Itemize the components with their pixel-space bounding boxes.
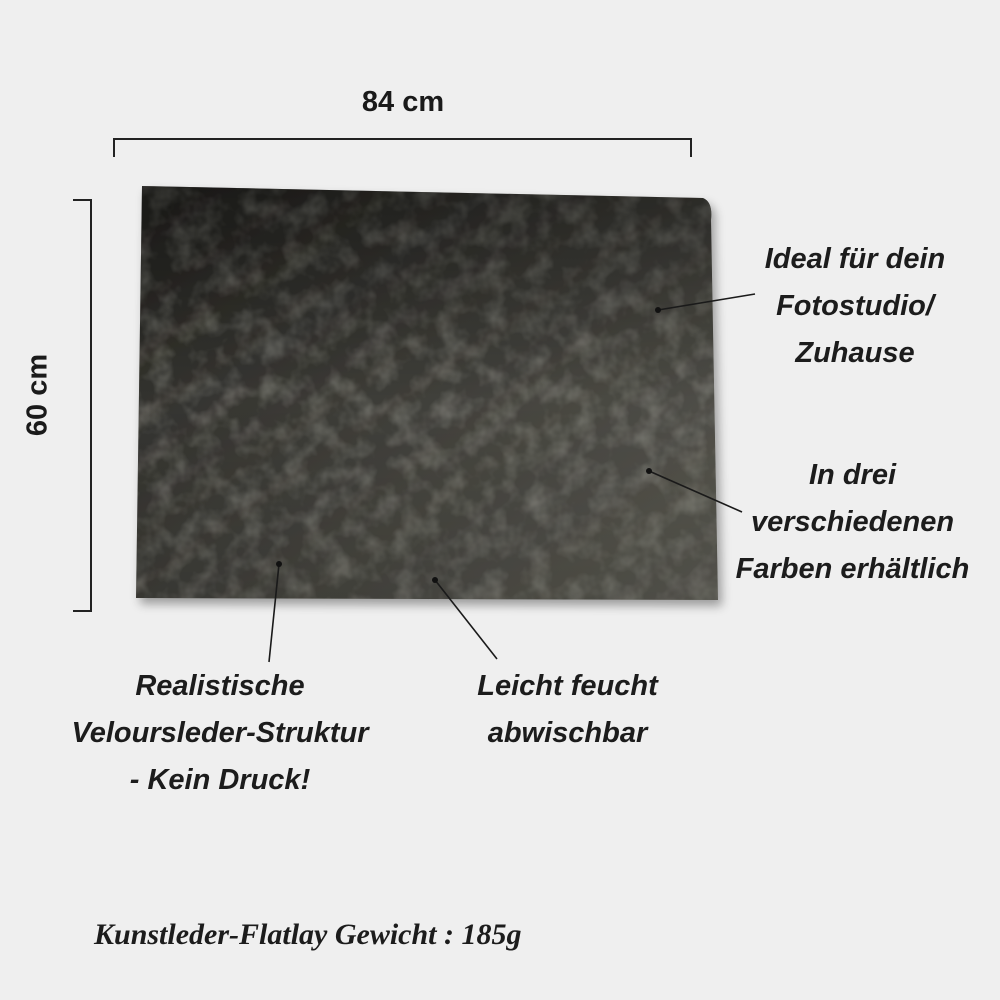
height-dimension-label: 60 cm — [21, 353, 54, 437]
annotation-studio — [745, 236, 965, 377]
width-bracket-left-tick — [113, 138, 115, 157]
height-bracket-top-tick — [73, 199, 92, 201]
annotation-wipe-line-1: Leicht feucht — [477, 670, 658, 702]
footer-weight-label: Kunstleder-Flatlay Gewicht : — [94, 918, 462, 951]
annotation-studio-line-1: Ideal für dein — [764, 243, 946, 275]
annotation-structure — [55, 663, 385, 804]
height-bracket-bottom-tick — [73, 610, 92, 612]
annotation-studio-line-2: Fotostudio/ — [776, 290, 934, 322]
annotation-structure-line-3: - Kein Druck! — [129, 764, 311, 796]
annotation-structure-line-1: Realistische — [135, 670, 305, 702]
width-dimension-label: 84 cm — [361, 86, 445, 118]
annotation-wipe-line-2: abwischbar — [487, 717, 648, 749]
annotation-colors-line-2: verschiedenen — [750, 506, 955, 538]
annotation-structure-line-2: Veloursleder-Struktur — [71, 717, 369, 749]
annotation-wipe — [455, 663, 680, 757]
width-bracket-line — [113, 138, 692, 140]
annotation-colors-line-1: In drei — [808, 459, 896, 491]
width-bracket-right-tick — [690, 138, 692, 157]
footer-weight-value: 185g — [461, 918, 522, 951]
annotation-studio-line-3: Zuhause — [795, 337, 915, 369]
leather-flatlay-mat — [128, 180, 728, 620]
annotation-colors-line-3: Farben erhältlich — [735, 553, 970, 585]
footer-weight — [94, 918, 522, 952]
annotation-colors — [715, 452, 990, 593]
leather-mat-image — [128, 180, 728, 620]
height-bracket-line — [90, 199, 92, 612]
